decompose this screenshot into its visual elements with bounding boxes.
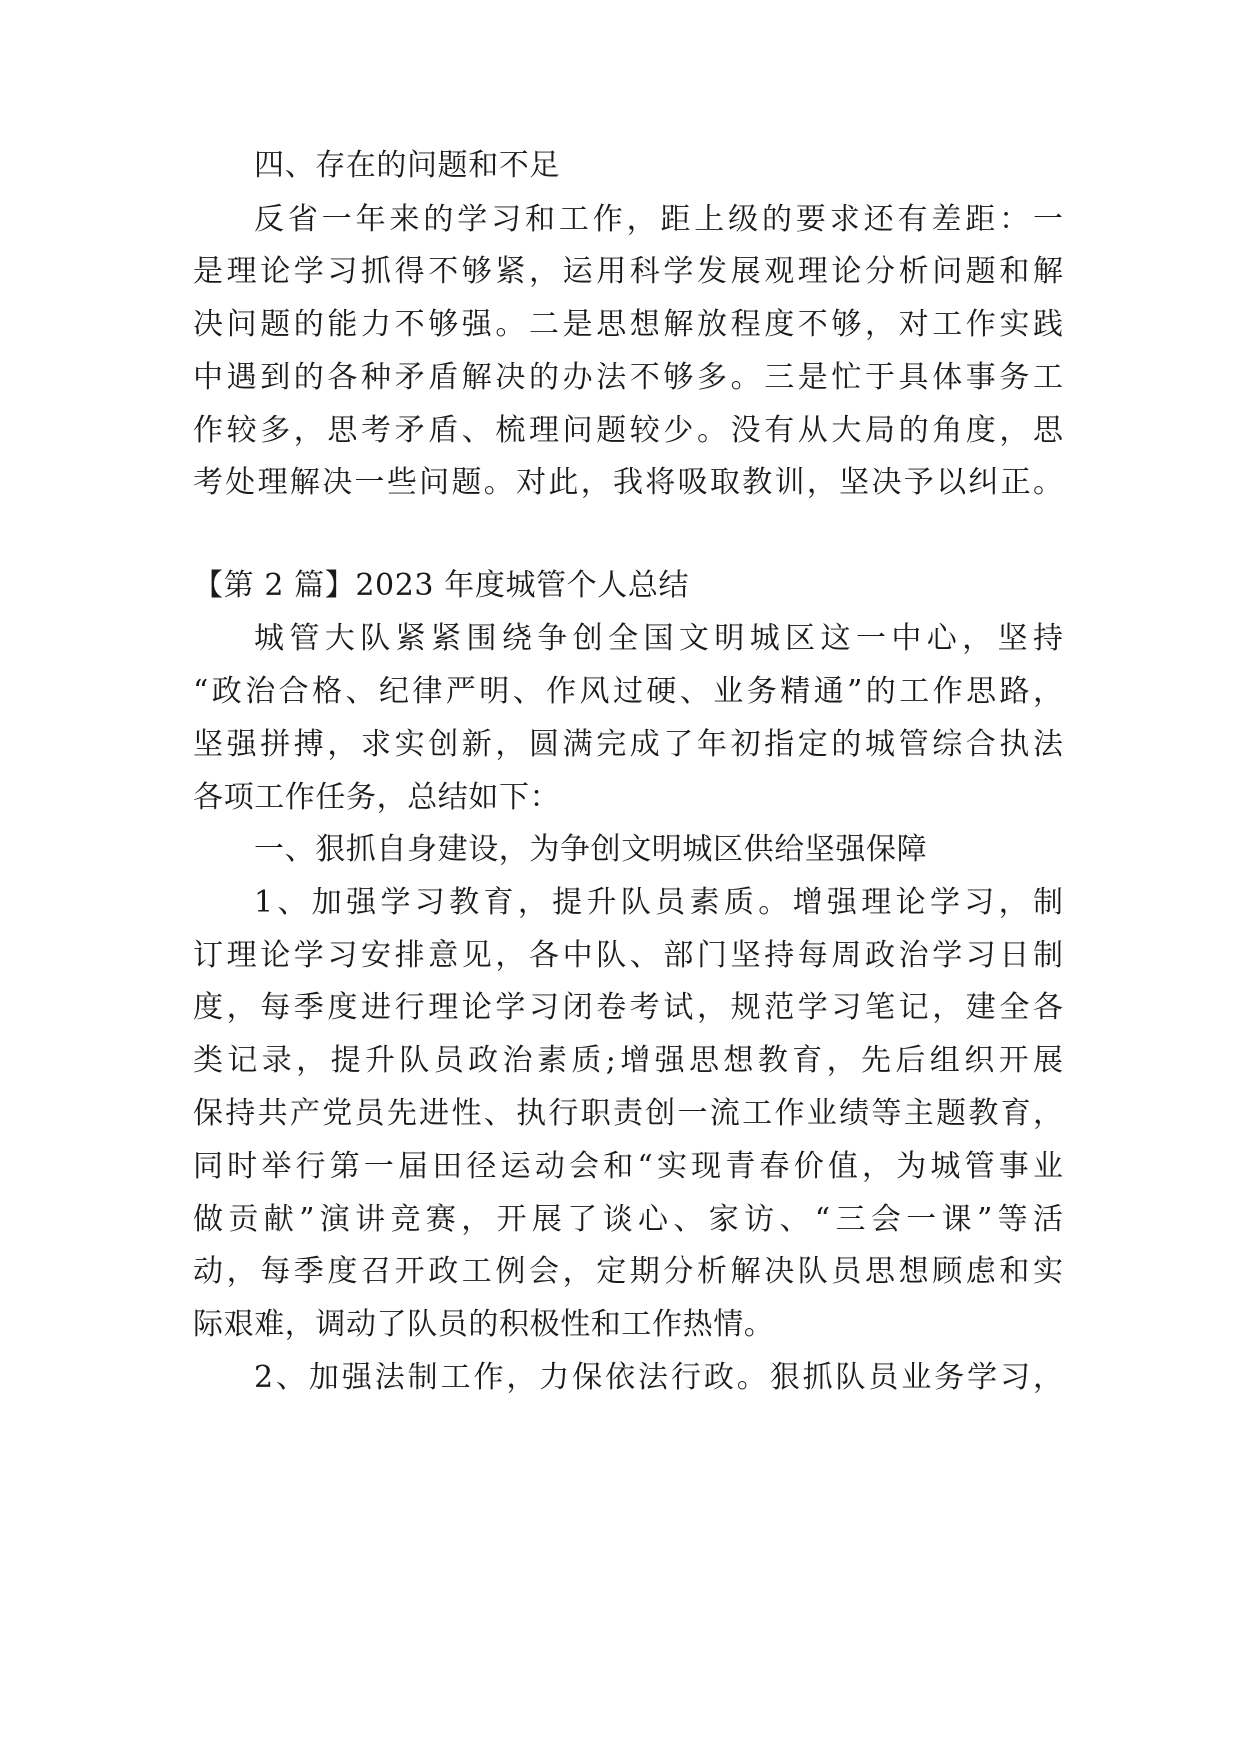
paragraph-line: 考处理解决一些问题。对此，我将吸取教训，坚决予以纠正。 <box>193 465 1063 500</box>
paragraph-line: 2、加强法制工作，力保依法行政。狠抓队员业务学习， <box>254 1360 1063 1395</box>
section-heading: 一、狠抓自身建设，为争创文明城区供给坚强保障 <box>254 832 928 867</box>
paragraph-line: 做贡献”演讲竞赛，开展了谈心、家访、“三会一课”等活 <box>193 1202 1063 1237</box>
paragraph-line: 动，每季度召开政工例会，定期分析解决队员思想顾虑和实 <box>193 1254 1063 1289</box>
paragraph-line: 决问题的能力不够强。二是思想解放程度不够，对工作实践 <box>193 307 1063 342</box>
section-heading: 四、存在的问题和不足 <box>254 148 560 183</box>
paragraph-line: 坚强拼搏，求实创新，圆满完成了年初指定的城管综合执法 <box>193 727 1063 762</box>
paragraph-line: 反省一年来的学习和工作，距上级的要求还有差距：一 <box>254 202 1063 237</box>
paragraph-line: 订理论学习安排意见，各中队、部门坚持每周政治学习日制 <box>193 938 1063 973</box>
paragraph-line: 1、加强学习教育，提升队员素质。增强理论学习，制 <box>254 885 1063 920</box>
paragraph-line: 类记录，提升队员政治素质;增强思想教育，先后组织开展 <box>193 1043 1063 1078</box>
paragraph-line: “政治合格、纪律严明、作风过硬、业务精通”的工作思路， <box>193 674 1063 709</box>
paragraph-line: 度，每季度进行理论学习闭卷考试，规范学习笔记，建全各 <box>193 990 1063 1025</box>
paragraph-line: 际艰难，调动了队员的积极性和工作热情。 <box>193 1307 775 1342</box>
paragraph-line: 城管大队紧紧围绕争创全国文明城区这一中心，坚持 <box>254 621 1063 656</box>
paragraph-line: 作较多，思考矛盾、梳理问题较少。没有从大局的角度，思 <box>193 413 1063 448</box>
paragraph-line: 是理论学习抓得不够紧，运用科学发展观理论分析问题和解 <box>193 254 1063 289</box>
paragraph-line: 中遇到的各种矛盾解决的办法不够多。三是忙于具体事务工 <box>193 360 1063 395</box>
article-title: 【第 2 篇】2023 年度城管个人总结 <box>193 568 690 603</box>
paragraph-line: 保持共产党员先进性、执行职责创一流工作业绩等主题教育， <box>193 1096 1063 1131</box>
paragraph-line: 各项工作任务，总结如下： <box>193 780 561 815</box>
paragraph-line: 同时举行第一届田径运动会和“实现青春价值，为城管事业 <box>193 1149 1063 1184</box>
